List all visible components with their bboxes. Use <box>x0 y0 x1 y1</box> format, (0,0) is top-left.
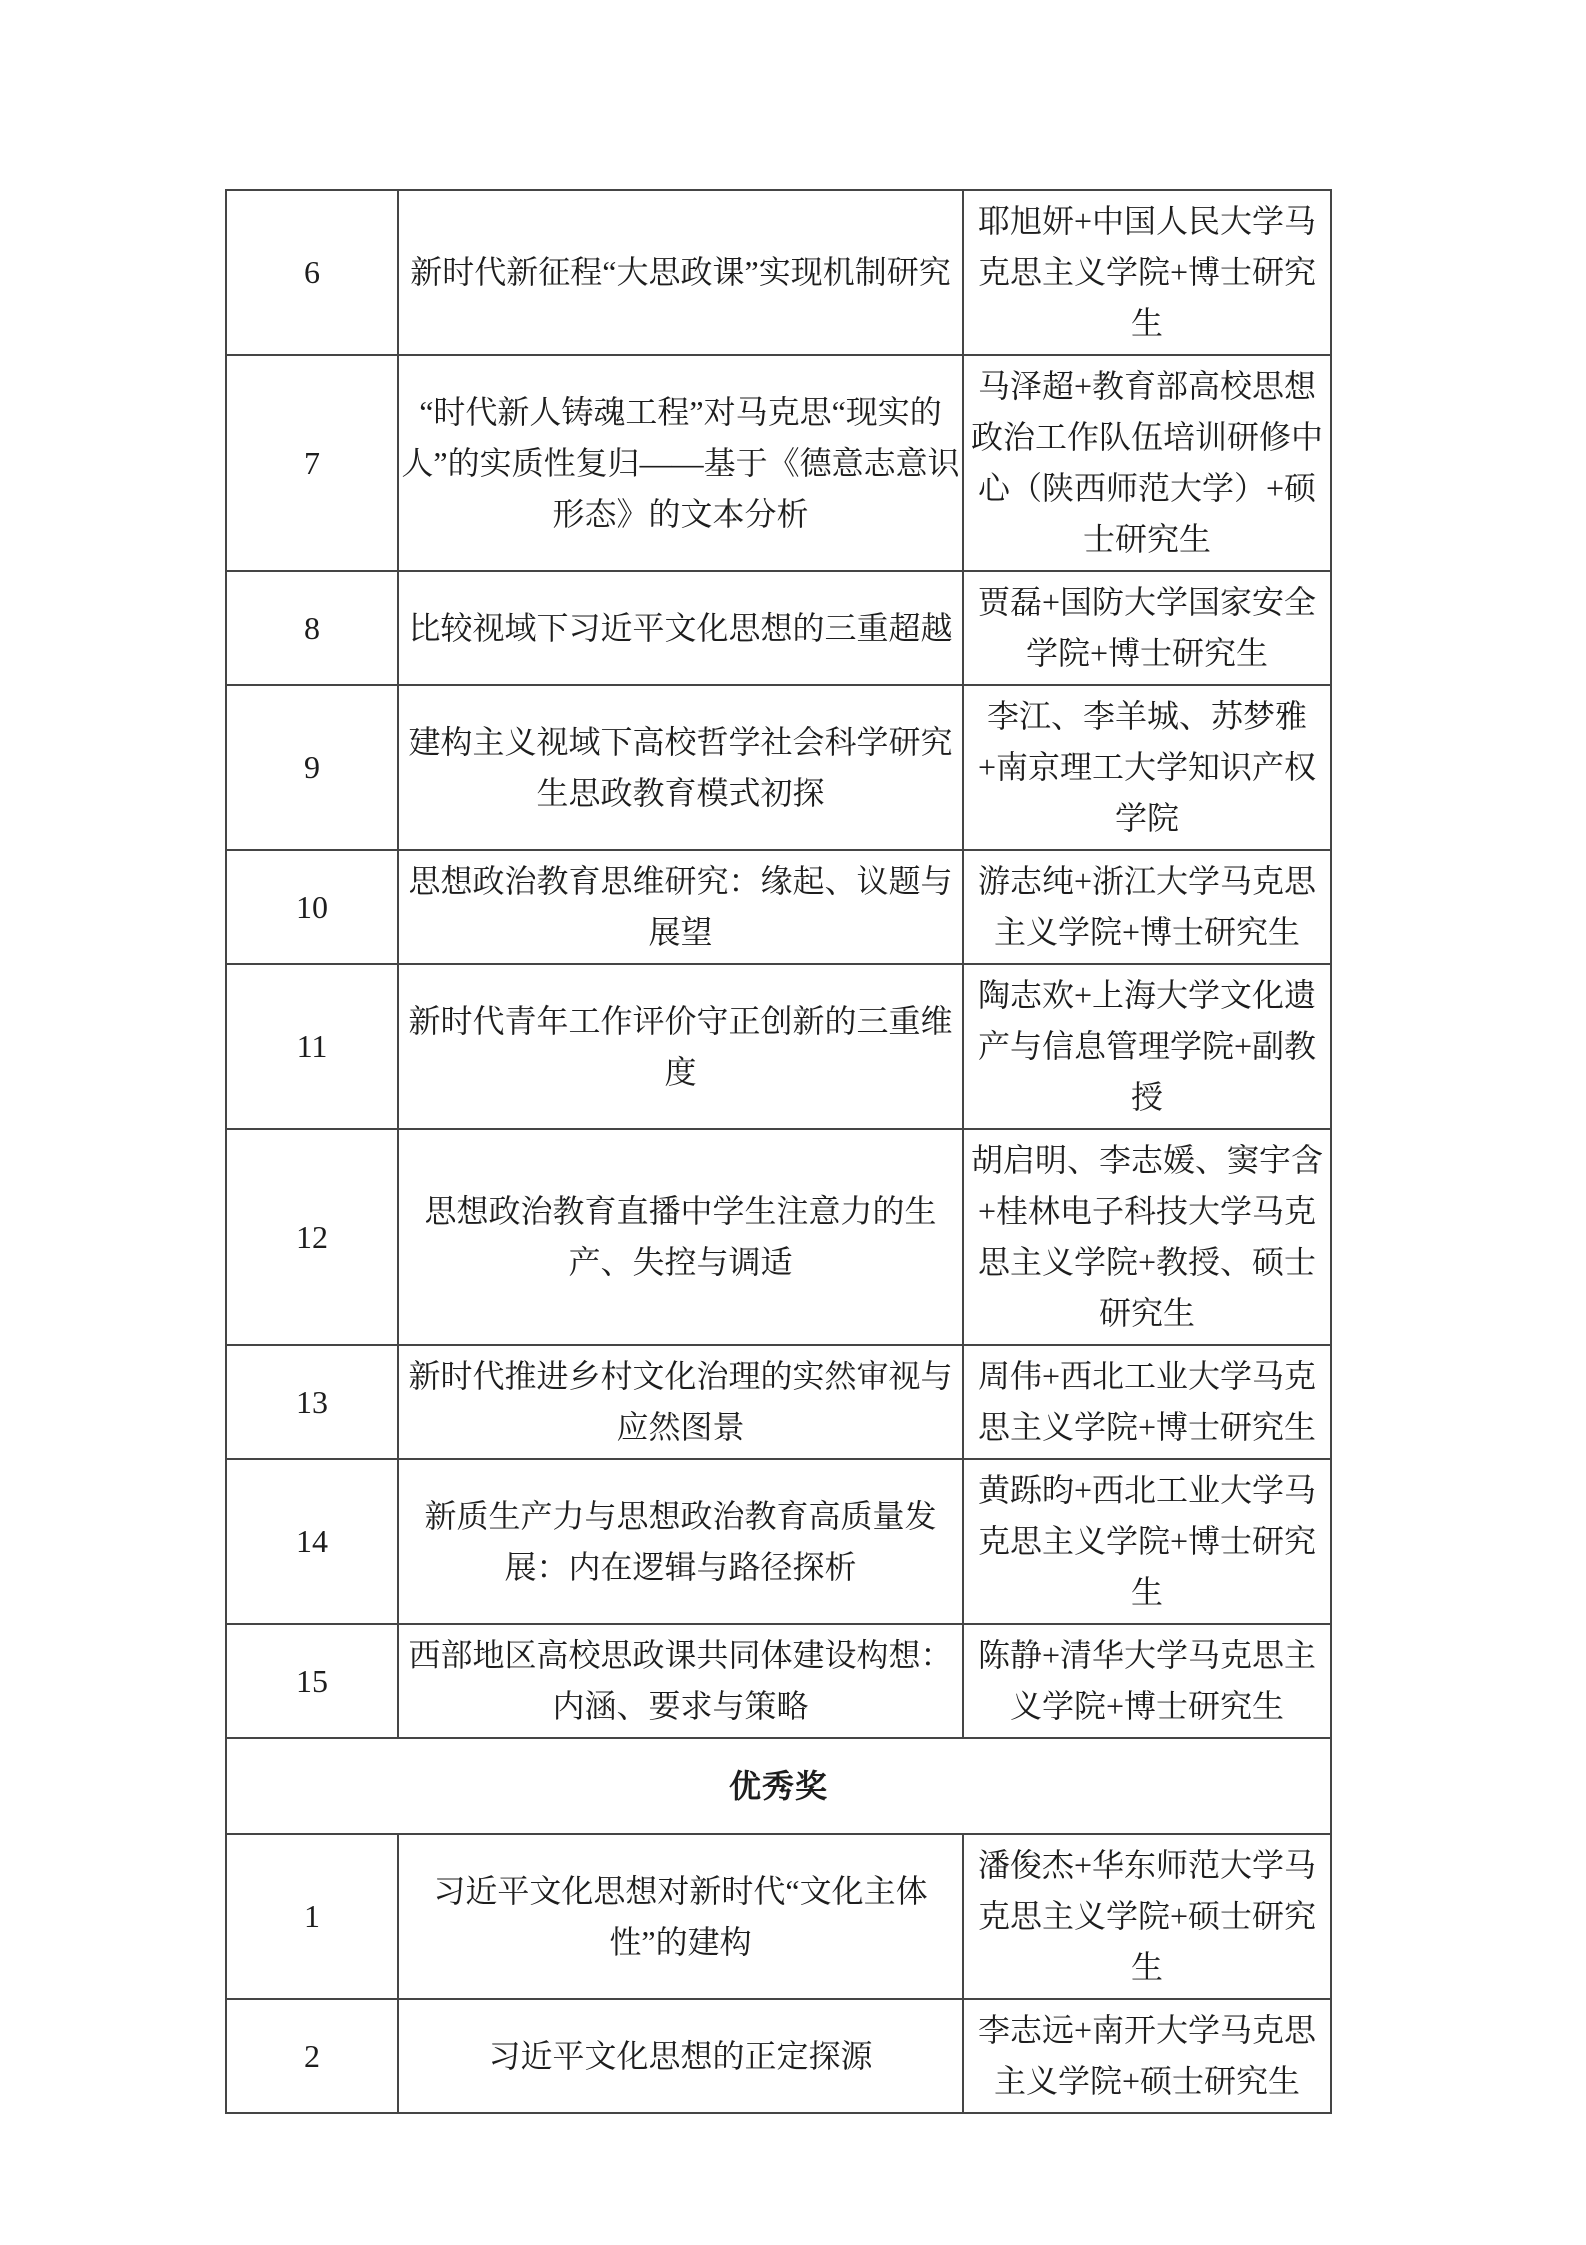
section-header: 优秀奖 <box>226 1738 1331 1834</box>
table-row <box>226 685 1331 850</box>
table-row <box>226 1834 1331 1999</box>
paper-title: 建构主义视域下高校哲学社会科学研究生思政教育模式初探 <box>398 685 963 850</box>
author-affiliation: 游志纯+浙江大学马克思主义学院+博士研究生 <box>963 850 1331 964</box>
section-header-row <box>226 1738 1331 1834</box>
author-affiliation: 潘俊杰+华东师范大学马克思主义学院+硕士研究生 <box>963 1834 1331 1999</box>
row-number: 14 <box>226 1459 398 1624</box>
author-affiliation: 李志远+南开大学马克思主义学院+硕士研究生 <box>963 1999 1331 2113</box>
paper-title: 思想政治教育思维研究：缘起、议题与展望 <box>398 850 963 964</box>
author-affiliation: 李江、李羊城、苏梦雅+南京理工大学知识产权学院 <box>963 685 1331 850</box>
table-row <box>226 1129 1331 1345</box>
author-affiliation: 黄跞昀+西北工业大学马克思主义学院+博士研究生 <box>963 1459 1331 1624</box>
author-affiliation: 胡启明、李志媛、窦宇含+桂林电子科技大学马克思主义学院+教授、硕士研究生 <box>963 1129 1331 1345</box>
paper-title: 思想政治教育直播中学生注意力的生产、失控与调适 <box>398 1129 963 1345</box>
row-number: 11 <box>226 964 398 1129</box>
author-affiliation: 贾磊+国防大学国家安全学院+博士研究生 <box>963 571 1331 685</box>
paper-title: 新时代新征程“大思政课”实现机制研究 <box>398 190 963 355</box>
author-affiliation: 耶旭妍+中国人民大学马克思主义学院+博士研究生 <box>963 190 1331 355</box>
row-number: 2 <box>226 1999 398 2113</box>
row-number: 6 <box>226 190 398 355</box>
author-affiliation: 陶志欢+上海大学文化遗产与信息管理学院+副教授 <box>963 964 1331 1129</box>
row-number: 10 <box>226 850 398 964</box>
row-number: 9 <box>226 685 398 850</box>
paper-title: 比较视域下习近平文化思想的三重超越 <box>398 571 963 685</box>
table-row <box>226 964 1331 1129</box>
table-row <box>226 850 1331 964</box>
paper-title: “时代新人铸魂工程”对马克思“现实的人”的实质性复归——基于《德意志意识形态》的文本分析 <box>398 355 963 571</box>
table-row <box>226 1345 1331 1459</box>
paper-title: 习近平文化思想对新时代“文化主体性”的建构 <box>398 1834 963 1999</box>
awards-table <box>225 189 1332 2114</box>
row-number: 12 <box>226 1129 398 1345</box>
table-row <box>226 1459 1331 1624</box>
row-number: 7 <box>226 355 398 571</box>
paper-title: 西部地区高校思政课共同体建设构想：内涵、要求与策略 <box>398 1624 963 1738</box>
table-row <box>226 190 1331 355</box>
table-row <box>226 355 1331 571</box>
row-number: 13 <box>226 1345 398 1459</box>
paper-title: 新时代推进乡村文化治理的实然审视与应然图景 <box>398 1345 963 1459</box>
table-row <box>226 571 1331 685</box>
table-row <box>226 1999 1331 2113</box>
author-affiliation: 陈静+清华大学马克思主义学院+博士研究生 <box>963 1624 1331 1738</box>
row-number: 15 <box>226 1624 398 1738</box>
table-row <box>226 1624 1331 1738</box>
row-number: 8 <box>226 571 398 685</box>
author-affiliation: 周伟+西北工业大学马克思主义学院+博士研究生 <box>963 1345 1331 1459</box>
paper-title: 新时代青年工作评价守正创新的三重维度 <box>398 964 963 1129</box>
paper-title: 习近平文化思想的正定探源 <box>398 1999 963 2113</box>
paper-title: 新质生产力与思想政治教育高质量发展：内在逻辑与路径探析 <box>398 1459 963 1624</box>
author-affiliation: 马泽超+教育部高校思想政治工作队伍培训研修中心（陕西师范大学）+硕士研究生 <box>963 355 1331 571</box>
row-number: 1 <box>226 1834 398 1999</box>
